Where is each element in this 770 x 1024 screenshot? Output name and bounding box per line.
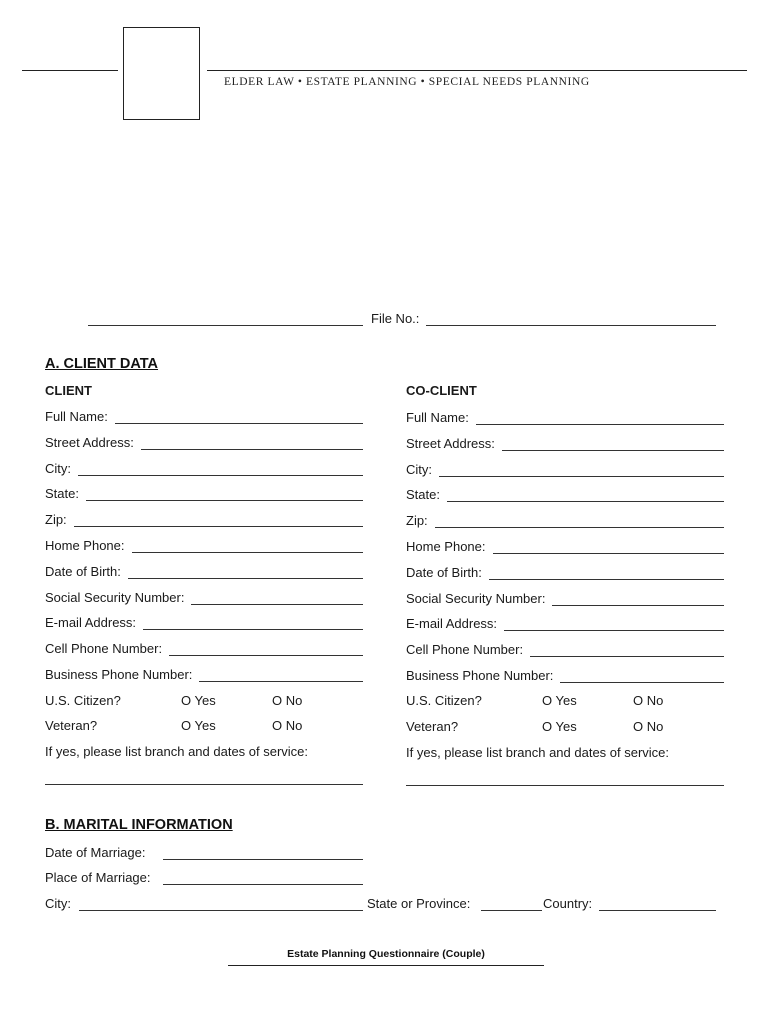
place-of-marriage-field[interactable]: [163, 884, 363, 885]
co-client-zip-label: Zip:: [406, 513, 428, 528]
co-client-home-phone-label: Home Phone:: [406, 539, 486, 554]
footer-rule: [228, 965, 544, 966]
co-client-zip-field[interactable]: [435, 527, 724, 528]
marriage-state-label: State or Province:: [367, 896, 471, 911]
place-of-marriage-label: Place of Marriage:: [45, 870, 151, 885]
marriage-city-field[interactable]: [79, 910, 363, 911]
section-a-title: A. CLIENT DATA: [45, 356, 159, 372]
co-client-street-address-label: Street Address:: [406, 436, 495, 451]
co-client-state-label: State:: [406, 487, 440, 502]
co-client-cell-phone-number-label: Cell Phone Number:: [406, 642, 524, 657]
co-client-business-phone-number-label: Business Phone Number:: [406, 668, 554, 683]
client-us-citizen-yes-radio[interactable]: O Yes: [181, 693, 216, 708]
co-client-e-mail-address-field[interactable]: [504, 630, 724, 631]
co-client-city-label: City:: [406, 462, 432, 477]
client-home-phone-field[interactable]: [132, 552, 363, 553]
co-client-service-prompt: If yes, please list branch and dates of service:: [406, 745, 670, 760]
client-veteran-no-radio[interactable]: O No: [272, 718, 303, 733]
firm-tagline: ELDER LAW • ESTATE PLANNING • SPECIAL NEEDS PLANNING: [224, 76, 590, 88]
marriage-state-field[interactable]: [481, 910, 542, 911]
file-no-label: File No.:: [371, 311, 420, 326]
client-service-field[interactable]: [45, 784, 363, 785]
co-client-service-field[interactable]: [406, 785, 724, 786]
co-client-full-name-label: Full Name:: [406, 410, 469, 425]
client-veteran-yes-radio[interactable]: O Yes: [181, 718, 216, 733]
date-of-marriage-label: Date of Marriage:: [45, 845, 146, 860]
client-city-field[interactable]: [78, 475, 363, 476]
marriage-country-label: Country:: [543, 896, 593, 911]
date-of-marriage-field[interactable]: [163, 859, 363, 860]
co-client-heading: CO-CLIENT: [406, 383, 477, 398]
client-date-of-birth-label: Date of Birth:: [45, 564, 121, 579]
co-client-veteran-label: Veteran?: [406, 719, 459, 734]
client-date-of-birth-field[interactable]: [128, 578, 363, 579]
co-client-veteran-yes-radio[interactable]: O Yes: [542, 719, 577, 734]
client-street-address-label: Street Address:: [45, 435, 134, 450]
co-client-social-security-number-label: Social Security Number:: [406, 591, 546, 606]
co-client-us-citizen-label: U.S. Citizen?: [406, 693, 482, 708]
client-business-phone-number-label: Business Phone Number:: [45, 667, 193, 682]
co-client-cell-phone-number-field[interactable]: [530, 656, 724, 657]
header-rule-left: [22, 70, 118, 71]
co-client-city-field[interactable]: [439, 476, 724, 477]
client-veteran-label: Veteran?: [45, 718, 98, 733]
client-social-security-number-field[interactable]: [191, 604, 363, 605]
client-home-phone-label: Home Phone:: [45, 538, 125, 553]
client-us-citizen-no-radio[interactable]: O No: [272, 693, 303, 708]
header-rule-right: [207, 70, 747, 71]
marriage-city-label: City:: [45, 896, 71, 911]
file-no-field[interactable]: [426, 325, 716, 326]
client-zip-field[interactable]: [74, 526, 363, 527]
co-client-date-of-birth-field[interactable]: [489, 579, 724, 580]
client-street-address-field[interactable]: [141, 449, 363, 450]
client-full-name-field[interactable]: [115, 423, 363, 424]
co-client-street-address-field[interactable]: [502, 450, 724, 451]
client-service-prompt: If yes, please list branch and dates of service:: [45, 744, 309, 759]
co-client-veteran-no-radio[interactable]: O No: [633, 719, 664, 734]
client-state-field[interactable]: [86, 500, 363, 501]
co-client-e-mail-address-label: E-mail Address:: [406, 616, 498, 631]
marriage-country-field[interactable]: [599, 910, 716, 911]
client-zip-label: Zip:: [45, 512, 67, 527]
footer-title: Estate Planning Questionnaire (Couple): [287, 948, 485, 960]
client-cell-phone-number-label: Cell Phone Number:: [45, 641, 163, 656]
co-client-us-citizen-no-radio[interactable]: O No: [633, 693, 664, 708]
client-social-security-number-label: Social Security Number:: [45, 590, 185, 605]
client-cell-phone-number-field[interactable]: [169, 655, 363, 656]
client-names-field[interactable]: [88, 325, 363, 326]
logo-placeholder: [123, 27, 200, 120]
co-client-date-of-birth-label: Date of Birth:: [406, 565, 482, 580]
co-client-home-phone-field[interactable]: [493, 553, 724, 554]
co-client-us-citizen-yes-radio[interactable]: O Yes: [542, 693, 577, 708]
client-full-name-label: Full Name:: [45, 409, 108, 424]
client-e-mail-address-label: E-mail Address:: [45, 615, 137, 630]
client-heading: CLIENT: [45, 383, 92, 398]
section-b-title: B. MARITAL INFORMATION: [45, 817, 233, 833]
co-client-social-security-number-field[interactable]: [552, 605, 724, 606]
co-client-state-field[interactable]: [447, 501, 724, 502]
co-client-full-name-field[interactable]: [476, 424, 724, 425]
client-us-citizen-label: U.S. Citizen?: [45, 693, 121, 708]
co-client-business-phone-number-field[interactable]: [560, 682, 724, 683]
client-state-label: State:: [45, 486, 79, 501]
client-city-label: City:: [45, 461, 71, 476]
client-e-mail-address-field[interactable]: [143, 629, 363, 630]
client-business-phone-number-field[interactable]: [199, 681, 363, 682]
